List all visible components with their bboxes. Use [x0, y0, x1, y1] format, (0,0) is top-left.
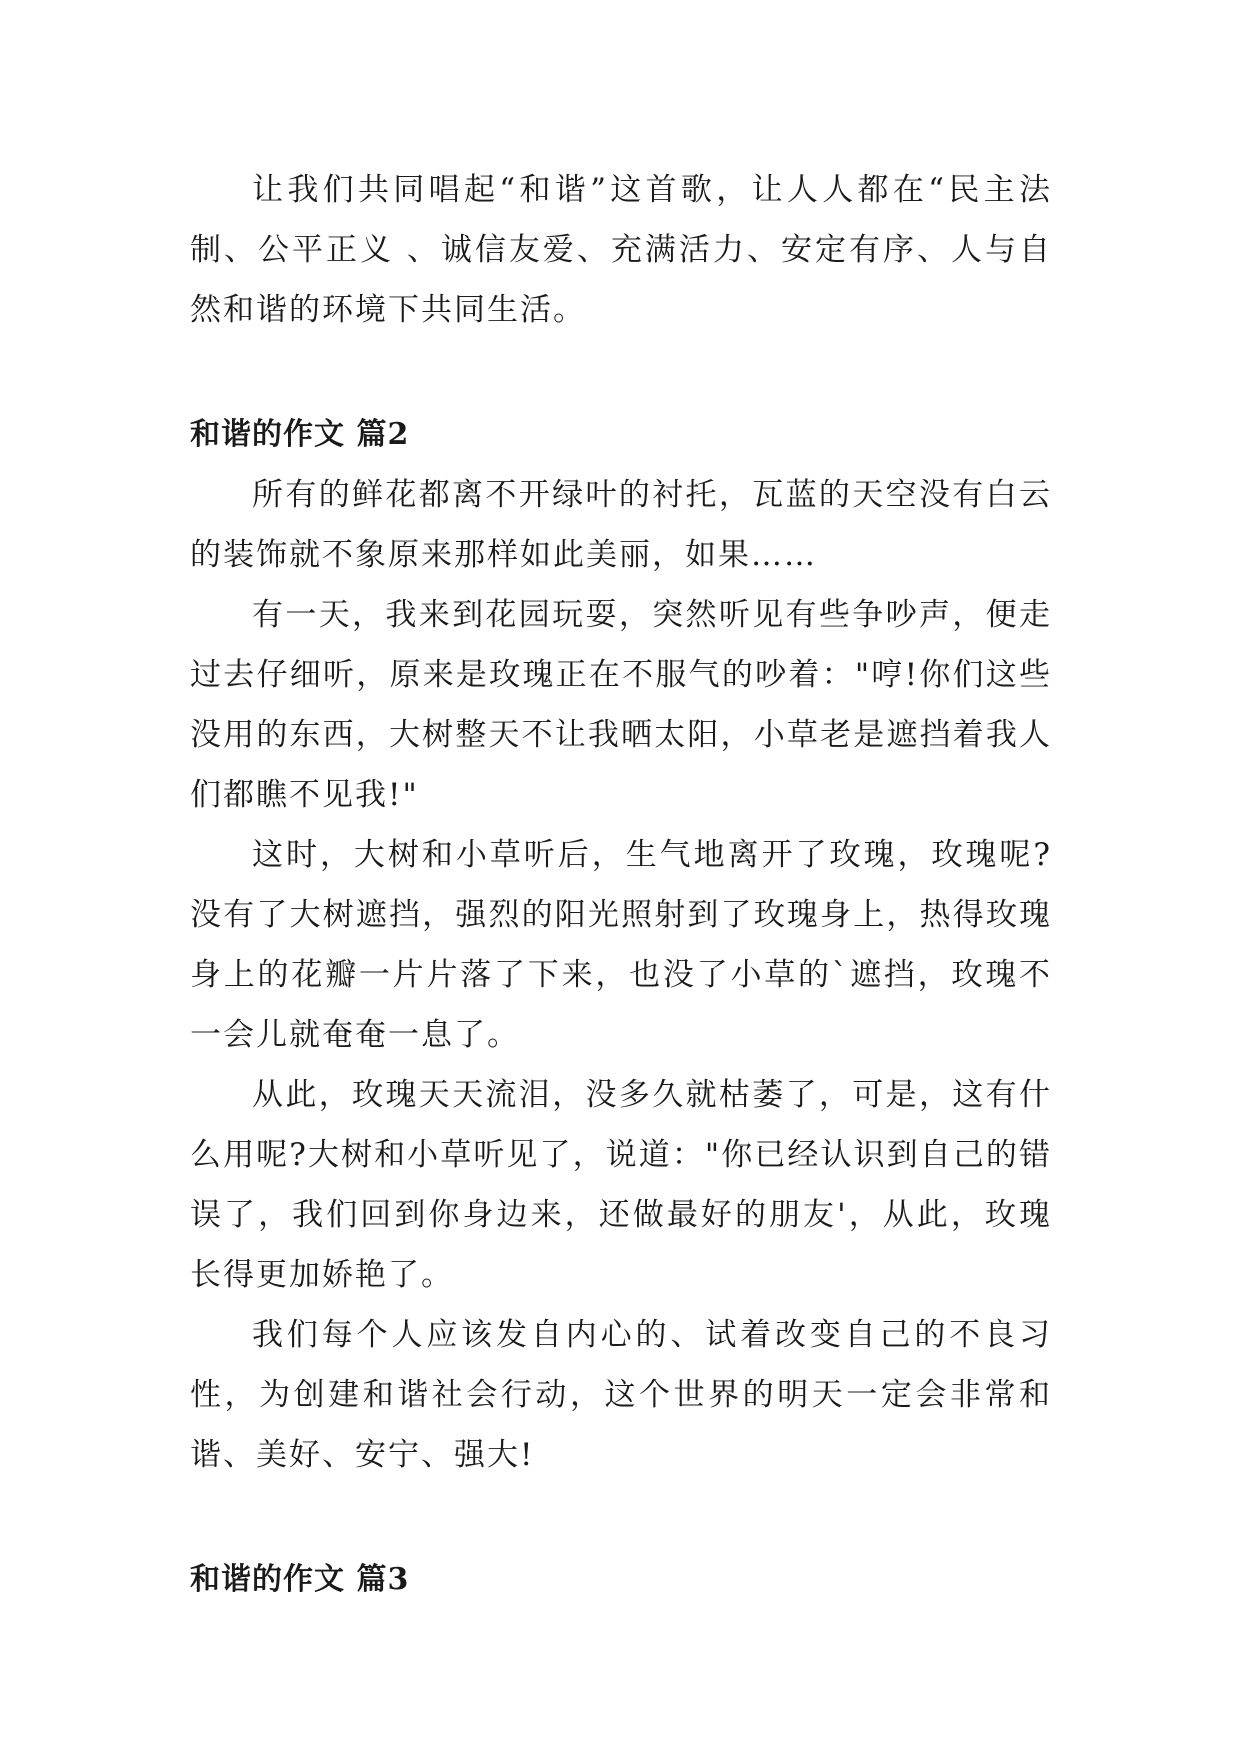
section-heading: 和谐的作文 篇3: [190, 1562, 410, 1597]
paragraph: 所有的鲜花都离不开绿叶的衬托，瓦蓝的天空没有白云的装饰就不象原来那样如此美丽，如果……: [190, 477, 1052, 573]
paragraph: 有一天，我来到花园玩耍，突然听见有些争吵声，便走过去仔细听，原来是玫瑰正在不服气的吵着："哼!你们这些没用的东西，大树整天不让我晒太阳，小草老是遮挡着我人们都瞧不见我!": [190, 597, 1052, 813]
paragraph: 从此，玫瑰天天流泪，没多久就枯萎了，可是，这有什么用呢?大树和小草听见了，说道："你已经认识到自己的错误了，我们回到你身边来，还做最好的朋友'，从此，玫瑰长得更加娇艳了。: [190, 1077, 1052, 1293]
section-heading: 和谐的作文 篇2: [190, 417, 410, 452]
paragraph: 我们每个人应该发自内心的、试着改变自己的不良习性，为创建和谐社会行动，这个世界的明天一定会非常和谐、美好、安宁、强大!: [190, 1317, 1052, 1473]
paragraph: 这时，大树和小草听后，生气地离开了玫瑰，玫瑰呢?没有了大树遮挡，强烈的阳光照射到了玫瑰身上，热得玫瑰身上的花瓣一片片落了下来，也没了小草的`遮挡，玫瑰不一会儿就奄奄一息了。: [190, 837, 1052, 1053]
document-page: [190, 160, 1052, 1610]
paragraph: 让我们共同唱起“和谐”这首歌，让人人都在“民主法制、公平正义 、诚信友爱、充满活力、安定有序、人与自然和谐的环境下共同生活。: [190, 172, 1052, 328]
